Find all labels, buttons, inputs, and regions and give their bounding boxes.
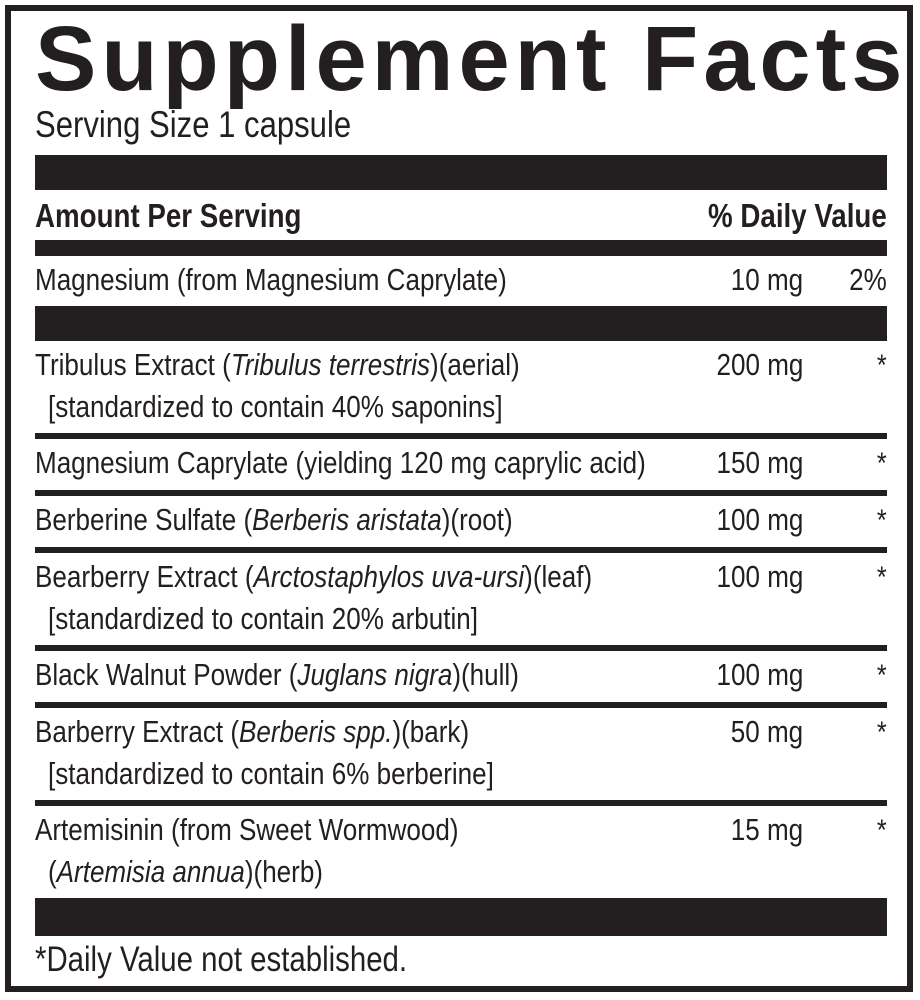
- daily-value: *: [877, 716, 887, 749]
- row-magnesium: [35, 256, 887, 306]
- row-magnesium-caprylate: [35, 439, 887, 490]
- latin-name: Berberis spp.: [239, 714, 393, 749]
- row-black-walnut-powder: [35, 651, 887, 702]
- amount-value: 10 mg: [730, 262, 803, 297]
- daily-value: *: [877, 349, 887, 382]
- ingredient-name: Magnesium (from Magnesium Caprylate): [35, 262, 507, 297]
- panel-content: [11, 8, 908, 986]
- footnote-text: *Daily Value not established.: [35, 940, 408, 979]
- ingredient-name: Artemisinin (from Sweet Wormwood) (Artemisia annua)(herb): [35, 809, 687, 893]
- ingredient-name: Magnesium Caprylate (yielding 120 mg caprylic acid): [35, 445, 646, 480]
- row-tribulus-extract: [35, 341, 887, 433]
- daily-value: *: [877, 814, 887, 847]
- row-berberine-sulfate: [35, 496, 887, 547]
- serving-size: [35, 105, 887, 145]
- serving-size-text: Serving Size 1 capsule: [35, 104, 352, 145]
- row-artemisinin: [35, 806, 887, 898]
- panel-title: Supplement Facts: [35, 8, 908, 110]
- daily-value-header: % Daily Value: [708, 197, 887, 234]
- row-barberry-extract: [35, 708, 887, 800]
- ingredient-name: Black Walnut Powder (Juglans nigra)(hull): [35, 657, 519, 692]
- ingredient-note: (Artemisia annua)(herb): [48, 854, 323, 889]
- supplement-facts-panel: [5, 5, 913, 992]
- daily-value: 2%: [849, 262, 887, 297]
- amount-value: 15 mg: [730, 812, 803, 847]
- amount-value: 150 mg: [716, 445, 803, 480]
- ingredient-name: Tribulus Extract (Tribulus terrestris)(aerial) [standardized to contain 40% saponins]: [35, 344, 687, 428]
- daily-value: *: [877, 659, 887, 692]
- amount-per-serving-header: Amount Per Serving: [35, 197, 302, 234]
- amount-value: 100 mg: [716, 502, 803, 537]
- latin-name: Juglans nigra: [297, 657, 453, 692]
- amount-value: 50 mg: [730, 714, 803, 749]
- daily-value: *: [877, 561, 887, 594]
- latin-name: Arctostaphylos uva-ursi: [253, 559, 525, 594]
- daily-value: *: [877, 504, 887, 537]
- amount-value: 200 mg: [716, 347, 803, 382]
- ingredient-name: Bearberry Extract (Arctostaphylos uva-ursi)(leaf) [standardized to contain 20% arbutin]: [35, 556, 687, 640]
- ingredient-note: [standardized to contain 6% berberine]: [48, 756, 494, 791]
- ingredient-note: [standardized to contain 20% arbutin]: [48, 601, 478, 636]
- amount-value: 100 mg: [716, 559, 803, 594]
- header-divider-bar: [35, 240, 887, 256]
- latin-name: Tribulus terrestris: [230, 347, 431, 382]
- section-bar-top: [35, 155, 887, 190]
- table-header-row: [35, 192, 887, 240]
- row-bearberry-extract: [35, 553, 887, 645]
- latin-name: Berberis aristata: [252, 502, 442, 537]
- latin-name: Artemisia annua: [56, 854, 245, 889]
- section-bar-bottom: [35, 898, 887, 936]
- amount-value: 100 mg: [716, 657, 803, 692]
- ingredient-note: [standardized to contain 40% saponins]: [48, 389, 503, 424]
- section-bar-mid: [35, 306, 887, 341]
- daily-value: *: [877, 447, 887, 480]
- ingredient-name: Berberine Sulfate (Berberis aristata)(root): [35, 502, 513, 537]
- ingredient-name: Barberry Extract (Berberis spp.)(bark) [standardized to contain 6% berberine]: [35, 711, 687, 795]
- footnote: [35, 938, 887, 982]
